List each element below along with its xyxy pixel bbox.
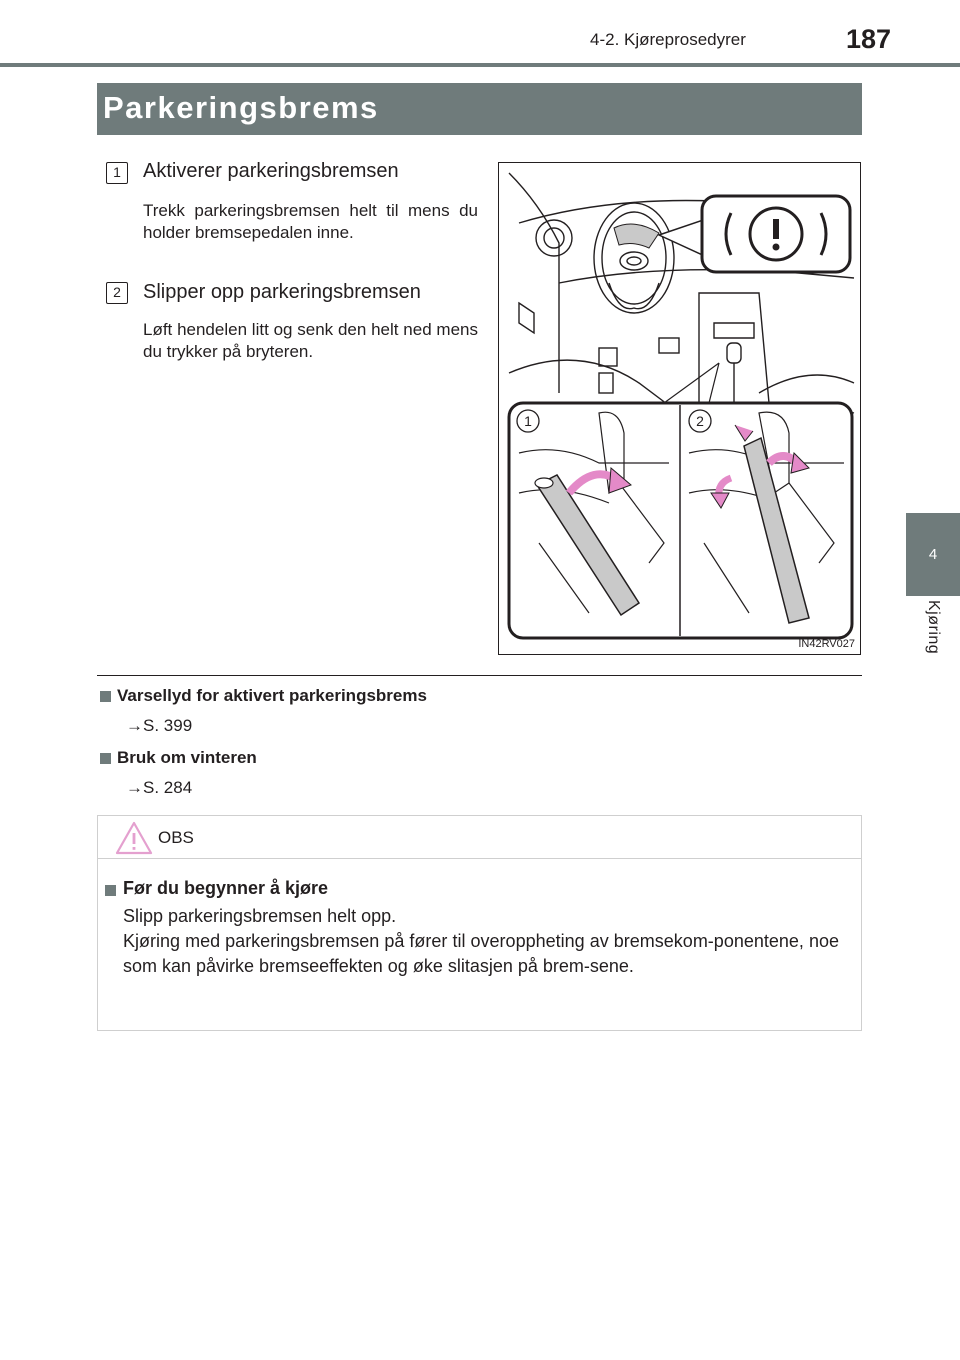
brake-warning-dot bbox=[773, 244, 780, 251]
section-divider bbox=[97, 675, 862, 676]
chapter-number: 4 bbox=[928, 546, 938, 563]
note-heading-2: Bruk om vinteren bbox=[117, 748, 257, 767]
chapter-label-wrap bbox=[906, 600, 960, 700]
note-reference-2: →S. 284 bbox=[126, 778, 193, 797]
step-number-1: 1 bbox=[106, 162, 128, 184]
note-reference-1: →S. 399 bbox=[126, 716, 193, 735]
panel-1-number: 1 bbox=[524, 413, 532, 429]
note-heading-1: Varsellyd for aktivert parkeringsbrems bbox=[117, 686, 427, 705]
page-title: Parkeringsbrems bbox=[97, 83, 862, 135]
step-title-1: Aktiverer parkeringsbremsen bbox=[143, 160, 399, 182]
steering-wheel bbox=[594, 203, 674, 313]
chapter-tab bbox=[906, 513, 960, 596]
chapter-label: Kjøring bbox=[925, 600, 942, 655]
header-section-title: 4-2. Kjøreprosedyrer bbox=[590, 30, 746, 49]
dashboard-illustration bbox=[499, 163, 861, 655]
square-bullet-icon bbox=[105, 885, 116, 896]
warning-line-1: Slipp parkeringsbremsen helt opp. bbox=[123, 906, 397, 926]
step-title-2: Slipper opp parkeringsbremsen bbox=[143, 281, 421, 303]
warning-line-2: Kjøring med parkeringsbremsen på fører til overoppheting av bremsekom-ponentene, noe som kan påvirke bremseeffekten og øke slitasjen på brem-sene. bbox=[123, 931, 839, 976]
figure-code: IN42RV027 bbox=[798, 638, 855, 650]
parking-brake-figure bbox=[498, 162, 861, 655]
warning-box bbox=[97, 815, 862, 1031]
warning-header-divider bbox=[98, 858, 861, 859]
header-rule bbox=[0, 63, 960, 67]
step-number-2: 2 bbox=[106, 282, 128, 304]
warning-body bbox=[123, 904, 839, 979]
page-number: 187 bbox=[846, 24, 892, 54]
panel-2-number: 2 bbox=[696, 413, 704, 429]
square-bullet-icon bbox=[100, 691, 111, 702]
brake-warning-bar bbox=[773, 219, 779, 239]
warning-triangle-icon bbox=[114, 820, 154, 856]
warning-heading: Før du begynner å kjøre bbox=[123, 878, 329, 898]
step-body-1: Trekk parkeringsbremsen helt til mens du holder bremsepedalen inne. bbox=[143, 201, 478, 242]
step-body-2: Løft hendelen litt og senk den helt ned mens du trykker på bryteren. bbox=[143, 320, 478, 361]
warning-label: OBS bbox=[158, 828, 194, 847]
square-bullet-icon bbox=[100, 753, 111, 764]
